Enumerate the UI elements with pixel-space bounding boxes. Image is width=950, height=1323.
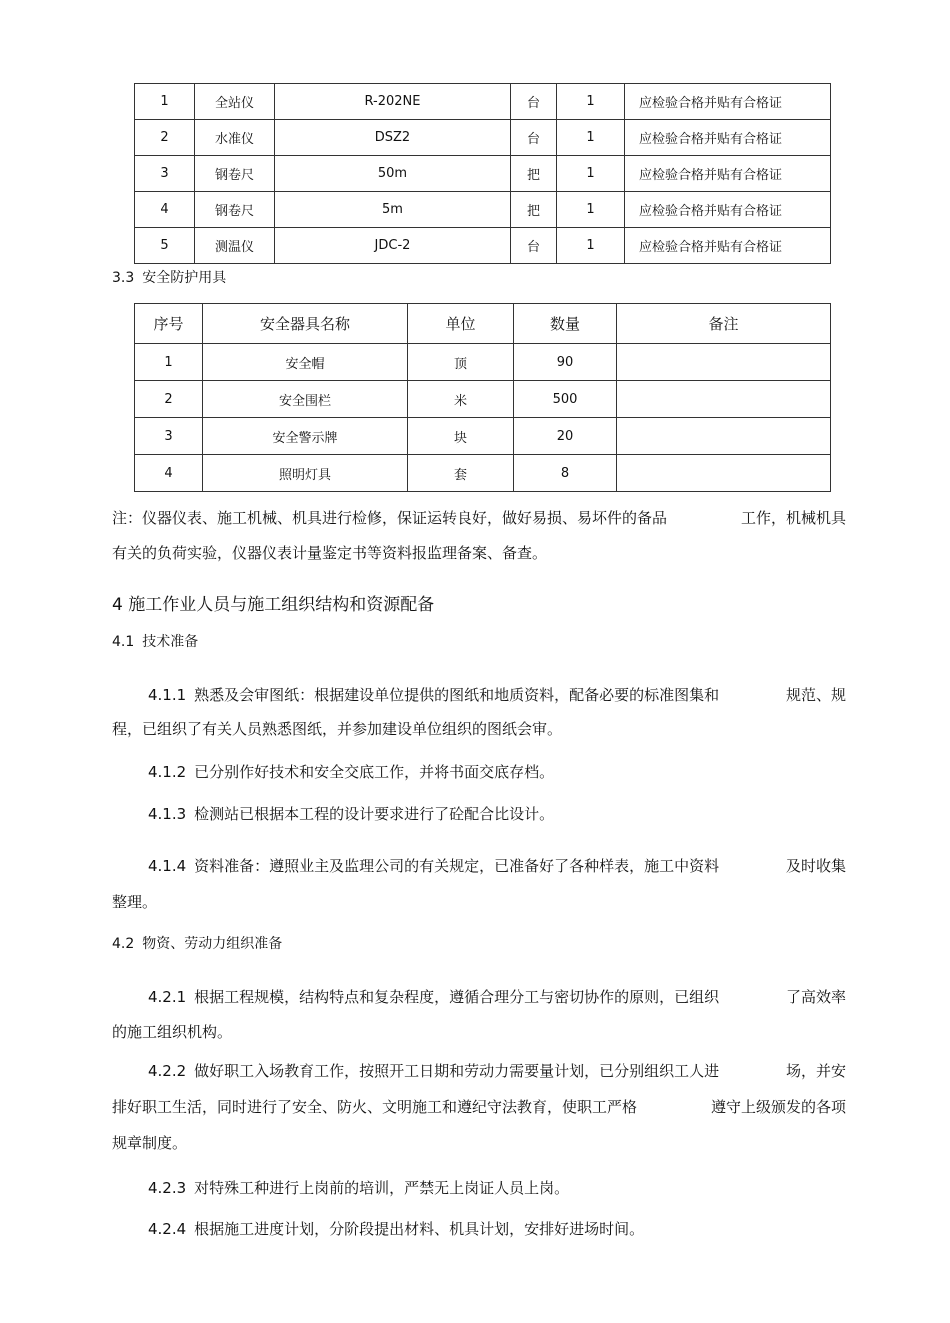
table-row xyxy=(135,156,831,192)
cell-qty: 500 xyxy=(514,381,617,418)
paragraph-number: 4.1.1 xyxy=(148,686,187,704)
section-heading-4-1 xyxy=(112,631,198,651)
cell-name: 安全围栏 xyxy=(203,381,408,418)
paragraph-4-2-1 xyxy=(148,986,846,1007)
cell-qty: 90 xyxy=(514,344,617,381)
paragraph-text-tail: 遵守上级颁发的各项 xyxy=(710,1098,846,1116)
cell-unit: 台 xyxy=(511,120,557,156)
paragraph-number: 4.2.1 xyxy=(148,988,187,1006)
note-line-2: 有关的负荷实验，仪器仪表计量鉴定书等资料报监理备案、备查。 xyxy=(112,544,548,562)
section-heading-4-2 xyxy=(112,933,282,953)
paragraph-4-1-3 xyxy=(148,803,554,824)
cell-unit: 套 xyxy=(408,455,514,492)
paragraph-4-2-2 xyxy=(148,1060,846,1081)
table-row xyxy=(135,418,831,455)
note-line-1 xyxy=(112,507,846,528)
cell-name: 钢卷尺 xyxy=(195,192,275,228)
cell-name: 全站仪 xyxy=(195,84,275,120)
cell-no: 2 xyxy=(135,120,195,156)
cell-model: 5m xyxy=(275,192,511,228)
paragraph-text: 资料准备：遵照业主及监理公司的有关规定，已准备好了各种样表，施工中资料 xyxy=(194,857,720,875)
paragraph-4-1-4 xyxy=(148,855,846,876)
cell-unit: 把 xyxy=(511,156,557,192)
header-qty: 数量 xyxy=(514,304,617,344)
cell-qty: 20 xyxy=(514,418,617,455)
header-no: 序号 xyxy=(135,304,203,344)
cell-no: 2 xyxy=(135,381,203,418)
cell-no: 3 xyxy=(135,156,195,192)
paragraph-4-1-4-line-2: 整理。 xyxy=(112,893,158,911)
section-number: 4.1 xyxy=(112,634,135,650)
paragraph-4-2-1-line-2: 的施工组织机构。 xyxy=(112,1023,233,1041)
cell-note xyxy=(617,381,831,418)
cell-no: 5 xyxy=(135,228,195,264)
table-row xyxy=(135,192,831,228)
cell-name: 钢卷尺 xyxy=(195,156,275,192)
table-row xyxy=(135,120,831,156)
paragraph-number: 4.2.4 xyxy=(148,1220,187,1238)
paragraph-number: 4.1.2 xyxy=(148,763,187,781)
paragraph-4-2-2-line-2 xyxy=(112,1096,846,1117)
cell-qty: 1 xyxy=(557,84,625,120)
cell-note xyxy=(617,344,831,381)
cell-qty: 1 xyxy=(557,120,625,156)
cell-qty: 8 xyxy=(514,455,617,492)
cell-note: 应检验合格并贴有合格证 xyxy=(625,156,831,192)
cell-no: 1 xyxy=(135,84,195,120)
cell-note xyxy=(617,418,831,455)
table-row xyxy=(135,84,831,120)
paragraph-text-tail: 规范、规 xyxy=(785,686,846,704)
cell-note xyxy=(617,455,831,492)
paragraph-text: 对特殊工种进行上岗前的培训，严禁无上岗证人员上岗。 xyxy=(194,1179,570,1197)
cell-note: 应检验合格并贴有合格证 xyxy=(625,84,831,120)
paragraph-text-tail: 及时收集 xyxy=(785,857,846,875)
note-text: 注：仪器仪表、施工机械、机具进行检修，保证运转良好，做好易损、易坏件的备品 xyxy=(112,509,668,527)
paragraph-text: 做好职工入场教育工作，按照开工日期和劳动力需要量计划，已分别组织工人进 xyxy=(194,1062,720,1080)
section-number: 3.3 xyxy=(112,270,135,286)
section-heading-3-3 xyxy=(112,267,226,287)
cell-unit: 把 xyxy=(511,192,557,228)
table-row xyxy=(135,228,831,264)
cell-name: 测温仪 xyxy=(195,228,275,264)
cell-unit: 米 xyxy=(408,381,514,418)
paragraph-4-1-1 xyxy=(148,684,846,705)
cell-model: 50m xyxy=(275,156,511,192)
cell-name: 水准仪 xyxy=(195,120,275,156)
cell-unit: 顶 xyxy=(408,344,514,381)
cell-note: 应检验合格并贴有合格证 xyxy=(625,120,831,156)
cell-model: JDC-2 xyxy=(275,228,511,264)
table-row xyxy=(135,455,831,492)
safety-equipment-table xyxy=(134,303,831,492)
header-note: 备注 xyxy=(617,304,831,344)
cell-no: 4 xyxy=(135,455,203,492)
cell-unit: 台 xyxy=(511,228,557,264)
instrument-table xyxy=(134,83,831,264)
paragraph-number: 4.1.4 xyxy=(148,857,187,875)
cell-note: 应检验合格并贴有合格证 xyxy=(625,192,831,228)
section-title: 物资、劳动力组织准备 xyxy=(142,936,283,952)
cell-note: 应检验合格并贴有合格证 xyxy=(625,228,831,264)
paragraph-text: 根据工程规模，结构特点和复杂程度，遵循合理分工与密切协作的原则，已组织 xyxy=(194,988,720,1006)
paragraph-text: 根据施工进度计划，分阶段提出材料、机具计划，安排好进场时间。 xyxy=(194,1220,645,1238)
cell-model: DSZ2 xyxy=(275,120,511,156)
cell-no: 4 xyxy=(135,192,195,228)
header-unit: 单位 xyxy=(408,304,514,344)
header-name: 安全器具名称 xyxy=(203,304,408,344)
table-row xyxy=(135,344,831,381)
paragraph-text: 检测站已根据本工程的设计要求进行了砼配合比设计。 xyxy=(194,805,555,823)
cell-name: 安全警示牌 xyxy=(203,418,408,455)
paragraph-number: 4.2.3 xyxy=(148,1179,187,1197)
paragraph-4-1-1-line-2: 程，已组织了有关人员熟悉图纸，并参加建设单位组织的图纸会审。 xyxy=(112,720,563,738)
cell-qty: 1 xyxy=(557,228,625,264)
section-title: 安全防护用具 xyxy=(142,270,227,286)
cell-name: 照明灯具 xyxy=(203,455,408,492)
cell-model: R-202NE xyxy=(275,84,511,120)
paragraph-4-1-2 xyxy=(148,761,554,782)
paragraph-4-2-3 xyxy=(148,1177,569,1198)
cell-no: 3 xyxy=(135,418,203,455)
cell-qty: 1 xyxy=(557,156,625,192)
section-title: 技术准备 xyxy=(142,634,199,650)
table-row xyxy=(135,381,831,418)
cell-unit: 块 xyxy=(408,418,514,455)
table-header-row xyxy=(135,304,831,344)
cell-unit: 台 xyxy=(511,84,557,120)
cell-name: 安全帽 xyxy=(203,344,408,381)
paragraph-text: 熟悉及会审图纸：根据建设单位提供的图纸和地质资料，配备必要的标准图集和 xyxy=(194,686,720,704)
paragraph-text-tail: 了高效率 xyxy=(785,988,846,1006)
paragraph-text: 已分别作好技术和安全交底工作，并将书面交底存档。 xyxy=(194,763,555,781)
note-text-tail: 工作，机械机具 xyxy=(740,509,846,527)
paragraph-4-2-4 xyxy=(148,1218,644,1239)
paragraph-text-tail: 场，并安 xyxy=(785,1062,846,1080)
paragraph-4-2-2-line-3: 规章制度。 xyxy=(112,1134,188,1152)
paragraph-number: 4.2.2 xyxy=(148,1062,187,1080)
section-number: 4.2 xyxy=(112,936,135,952)
paragraph-text: 排好职工生活，同时进行了安全、防火、文明施工和遵纪守法教育，使职工严格 xyxy=(112,1098,638,1116)
paragraph-number: 4.1.3 xyxy=(148,805,187,823)
cell-no: 1 xyxy=(135,344,203,381)
section-heading-4: 4 施工作业人员与施工组织结构和资源配备 xyxy=(112,595,435,615)
cell-qty: 1 xyxy=(557,192,625,228)
